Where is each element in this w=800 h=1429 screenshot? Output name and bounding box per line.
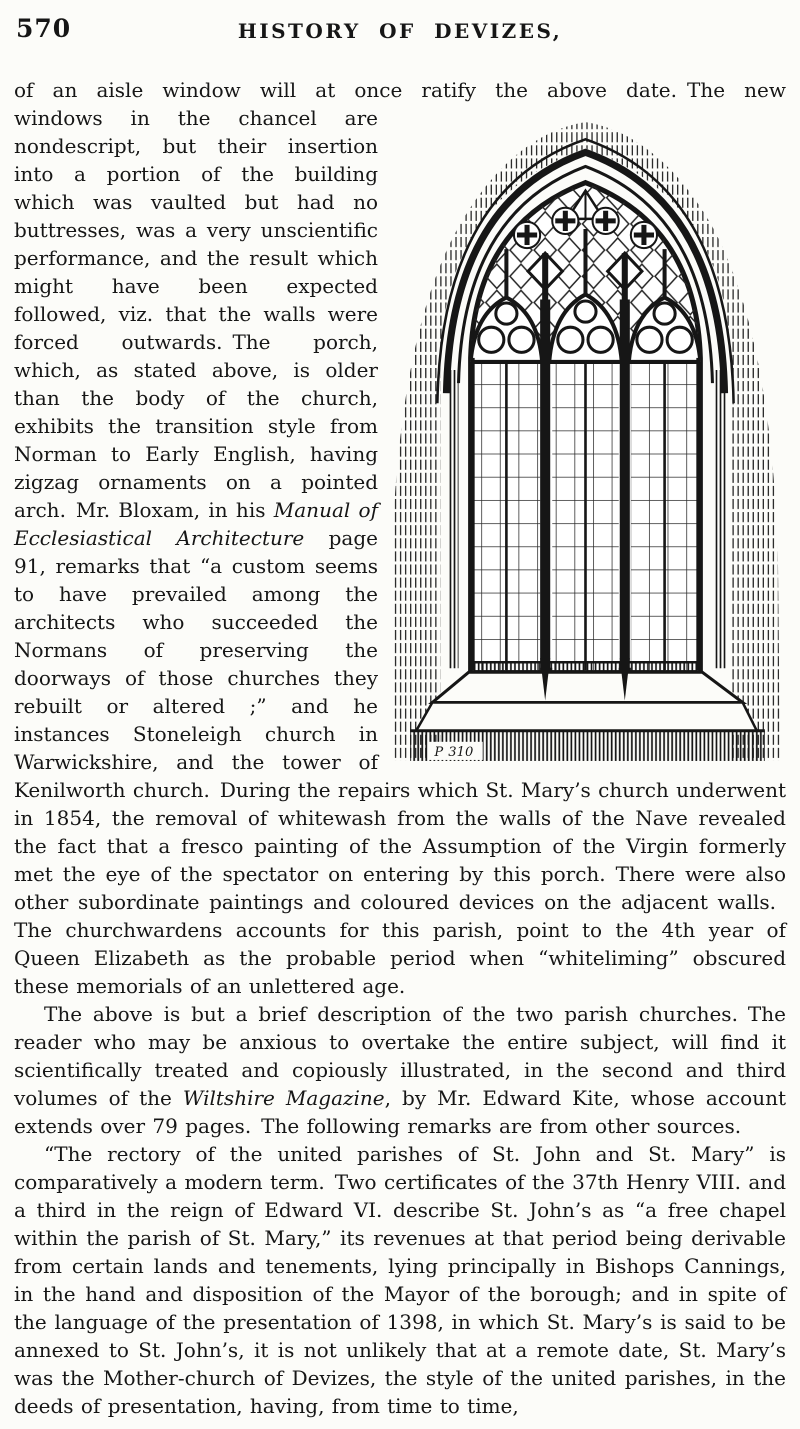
engraver-mark <box>428 742 482 760</box>
trefoil-light-heads <box>471 294 701 362</box>
paragraph-1-opening-line: of an aisle window will at once ratify the above date. The new <box>14 78 786 102</box>
paragraph-1 <box>14 104 786 1000</box>
engraver-mark-text: P 310 <box>434 744 474 760</box>
church-window-engraving <box>388 106 786 768</box>
page-number: 570 <box>16 14 72 43</box>
paragraph-2: The above is but a brief description of the two parish churches. The reader who may be anxious to overtake the entire subject, will find it scientifically treated and copiously illustrated, in the second and third volumes of the Wiltshire Magazine, by Mr. Edward Kite, whose account extends over 79 pages. The following remarks are from other sources. <box>14 1002 787 1138</box>
page-body <box>14 76 786 1420</box>
paragraph-1-text: windows in the chancel are nondescript, but their insertion into a portion of the building which was vaulted but had no buttresses, was a very unscientific performance, and the result which might have been expected followed, viz. that the walls were forced outwards. The porch, which, as stated above, is older than the body of the church, exhibits the transition style from Norman to Early English, having zigzag ornaments on a pointed arch. Mr. Bloxam, in his Manual of Ecclesiastical Architecture page 91, remarks that “a custom seems to have prevailed among the architects who succeeded the Normans of preserving the doorways of those churches they rebuilt or altered ;” and he instances Stoneleigh church in Warwickshire, and the tower of Kenilworth church. During the repairs which St. Mary’s church underwent in 1854, the removal of whitewash from the walls of the Nave revealed the fact that a fresco painting of the Assumption of the Virgin formerly met the eye of the spectator on entering by this porch. There were also other subordinate paintings and coloured devices on the adjacent walls. The churchwardens accounts for this parish, point to the 4th year of Queen Elizabeth as the probable period when “whiteliming” obscured these memorials of an unlettered age. <box>14 106 786 998</box>
running-title: HISTORY OF DEVIZES, <box>237 19 563 43</box>
paragraph-3: “The rectory of the united parishes of St. John and St. Mary” is comparatively a modern term. Two certificates of the 37th Henry VIII. and a third in the reign of Edward VI. describe St. John’s as “a free chapel within the parish of St. Mary,” its revenues at that period being derivable from certain lands and tenements, lying principally in Bishops Cannings, in the hand and disposition of the Mayor of the borough; and in spite of the language of the presentation of 1398, in which St. Mary’s is said to be annexed to St. John’s, it is not unlikely that at a remote date, St. Mary’s was the Mother-church of Devizes, the style of the united parishes, in the deeds of presentation, having, from time to time, <box>14 1142 786 1418</box>
gothic-window-graphic <box>388 106 786 766</box>
page-header <box>14 12 786 62</box>
